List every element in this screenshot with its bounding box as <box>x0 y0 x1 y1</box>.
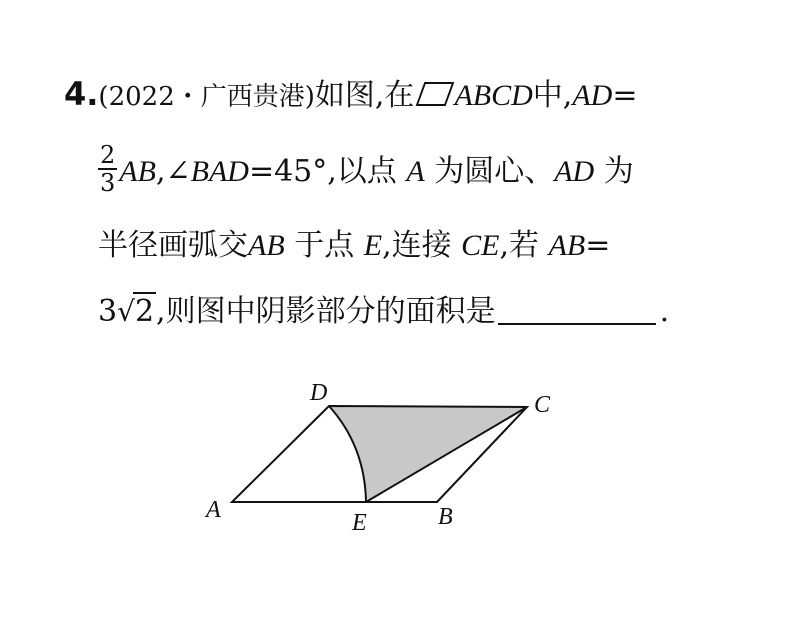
problem-line-3 <box>98 226 610 266</box>
equals-sign: = <box>585 228 611 263</box>
fraction-two-thirds <box>98 142 117 196</box>
segment-ab: AB <box>119 155 156 188</box>
fraction-denominator: 3 <box>100 169 116 197</box>
equals-sign: = <box>612 78 638 113</box>
point-e: E <box>363 229 383 262</box>
text-segment: 半径画弧交 <box>98 228 248 263</box>
vertex-label-b: B <box>438 504 453 530</box>
radicand: 2 <box>134 294 155 329</box>
angle-bad: BAD <box>190 155 249 188</box>
problem-line-4 <box>98 292 669 332</box>
question-number: 4. <box>64 75 99 113</box>
point-label-e: E <box>352 510 367 536</box>
fraction-numerator: 2 <box>100 141 116 169</box>
point-a: A <box>406 155 425 188</box>
vertex-label-d: D <box>310 380 328 406</box>
text-segment: ,若 <box>499 228 540 263</box>
text-segment: 中, <box>532 78 573 113</box>
angle-symbol: ,∠ <box>155 154 191 189</box>
segment-ce: CE <box>461 229 500 262</box>
text-segment: =45°,以点 <box>248 154 397 189</box>
vertex-label-a: A <box>206 497 221 523</box>
vertex-label-c: C <box>534 392 551 418</box>
problem-line-1 <box>64 74 637 117</box>
text-segment: 为 <box>603 154 634 189</box>
radical-sign-icon: √ <box>117 295 135 328</box>
text-segment: ,则图中阴影部分的面积是 <box>156 294 496 329</box>
answer-blank[interactable] <box>498 297 656 325</box>
segment-ad: AD <box>572 79 613 112</box>
segment-ab: AB <box>548 229 586 262</box>
coefficient: 3 <box>98 294 118 329</box>
text-segment: ,连接 <box>382 228 452 263</box>
text-segment: 于点 <box>294 228 355 263</box>
parallelogram-name: ABCD <box>454 79 533 112</box>
segment-ad: AD <box>554 155 595 188</box>
square-root <box>117 292 156 332</box>
parallelogram-diagram <box>200 376 580 536</box>
segment-ab: AB <box>248 229 285 262</box>
problem-source: (2022・广西贵港) <box>98 82 315 112</box>
text-segment: 为圆心、 <box>434 154 555 189</box>
geometry-figure <box>200 376 580 536</box>
parallelogram-symbol-icon <box>416 82 455 106</box>
period: . <box>659 294 670 329</box>
text-segment: 如图,在 <box>314 78 415 113</box>
problem-line-2 <box>98 141 634 200</box>
